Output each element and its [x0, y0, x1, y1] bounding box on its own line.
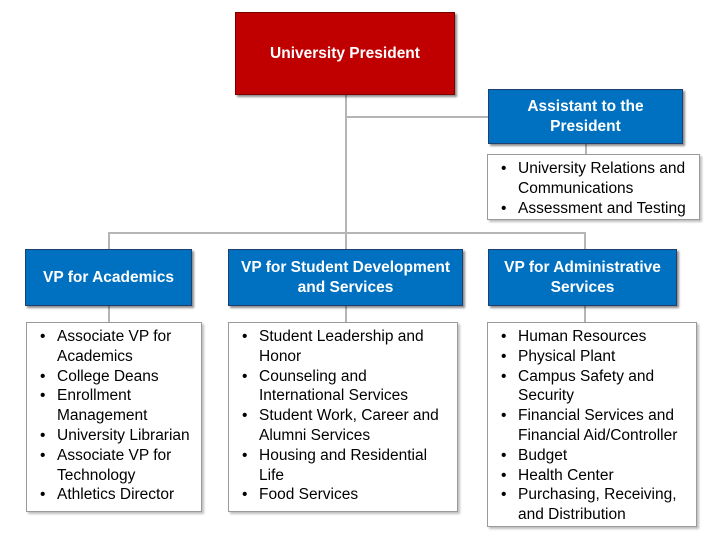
list-item: • University Librarian: [57, 426, 197, 446]
assistant-title: Assistant to the President: [527, 97, 644, 135]
list-item: • Associate VP for Technology: [57, 446, 197, 486]
vp-student-box: [228, 249, 463, 306]
list-item: • Food Services: [259, 485, 453, 505]
list-item: • Financial Services and Financial Aid/Controller: [518, 406, 692, 446]
list-item: • Athletics Director: [57, 485, 197, 505]
connector-assistant-to-list: [585, 144, 587, 154]
vp-academics-box: [25, 249, 192, 306]
list-item: • Counseling and International Services: [259, 367, 453, 407]
vp-student-duties-list: [228, 322, 458, 512]
connector-to-vp-academics: [108, 232, 110, 249]
list-item: • Associate VP for Academics: [57, 327, 197, 367]
president-box: [235, 12, 455, 95]
vp-academics-title: VP for Academics: [43, 268, 174, 286]
connector-to-assistant: [345, 116, 488, 118]
connector-vp-academics-to-list: [108, 305, 110, 322]
list-item: • University Relations and Communications: [518, 159, 695, 199]
list-item: • Housing and Residential Life: [259, 446, 453, 486]
vp-admin-duties-list: [487, 322, 697, 527]
connector-to-vp-admin: [584, 232, 586, 249]
list-item: • Enrollment Management: [57, 386, 197, 426]
list-item: • Purchasing, Receiving, and Distribution: [518, 485, 692, 525]
list-item: • Assessment and Testing: [518, 199, 695, 219]
vp-admin-title: VP for Administrative Services: [504, 258, 661, 296]
connector-to-vp-student: [345, 232, 347, 249]
connector-vp-admin-to-list: [584, 305, 586, 322]
list-item: • Student Work, Career and Alumni Services: [259, 406, 453, 446]
president-label: University President: [270, 44, 420, 62]
assistant-box: [488, 89, 683, 144]
list-item: • Human Resources: [518, 327, 692, 347]
list-item: • College Deans: [57, 367, 197, 387]
list-item: • Physical Plant: [518, 347, 692, 367]
connector-vp-horizontal: [108, 232, 586, 234]
vp-admin-box: [488, 249, 677, 306]
assistant-duties-list: [487, 154, 700, 220]
list-item: • Student Leadership and Honor: [259, 327, 453, 367]
list-item: • Budget: [518, 446, 692, 466]
connector-vp-student-to-list: [345, 305, 347, 322]
list-item: • Health Center: [518, 466, 692, 486]
list-item: • Campus Safety and Security: [518, 367, 692, 407]
vp-academics-duties-list: [26, 322, 202, 512]
vp-student-title: VP for Student Development and Services: [241, 258, 450, 296]
